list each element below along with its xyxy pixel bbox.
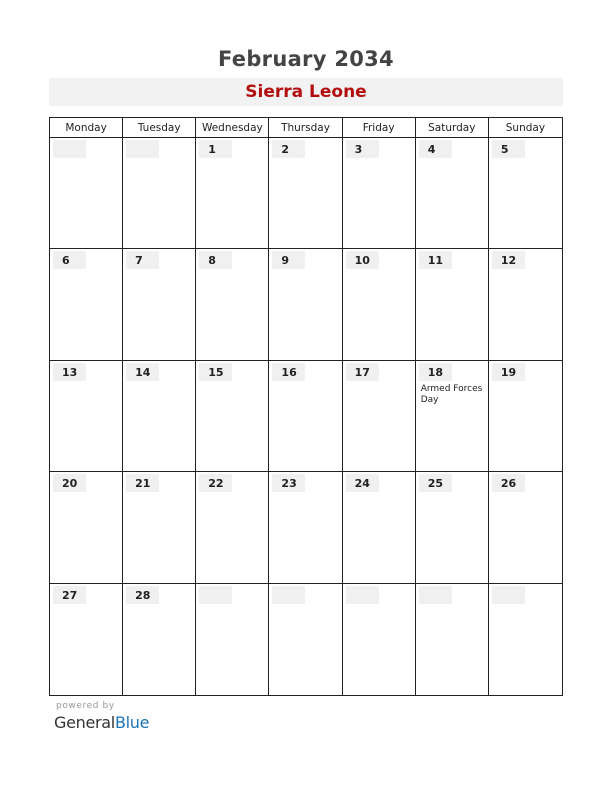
day-cell-1[interactable]	[196, 138, 269, 249]
day-number: 13	[53, 363, 86, 381]
day-number: 25	[419, 474, 452, 492]
day-cell-26[interactable]	[489, 472, 562, 583]
day-cell-11[interactable]	[416, 249, 489, 360]
day-cell-2[interactable]	[269, 138, 342, 249]
day-number: 12	[492, 251, 525, 269]
day-cell-21[interactable]	[123, 472, 196, 583]
empty-day-cell[interactable]	[489, 584, 562, 695]
empty-day-badge	[419, 586, 452, 604]
day-number: 5	[492, 140, 525, 158]
day-cell-25[interactable]	[416, 472, 489, 583]
empty-day-cell[interactable]	[269, 584, 342, 695]
day-number: 18	[419, 363, 452, 381]
empty-day-badge	[346, 586, 379, 604]
day-cell-22[interactable]	[196, 472, 269, 583]
day-cell-19[interactable]	[489, 361, 562, 472]
empty-day-badge	[199, 586, 232, 604]
weekday-header-friday: Friday	[343, 118, 416, 138]
weekday-header-saturday: Saturday	[416, 118, 489, 138]
day-number: 2	[272, 140, 305, 158]
day-cell-13[interactable]	[50, 361, 123, 472]
calendar-grid	[49, 117, 563, 696]
country-banner	[49, 78, 563, 106]
day-cell-3[interactable]	[343, 138, 416, 249]
day-cell-16[interactable]	[269, 361, 342, 472]
day-number: 27	[53, 586, 86, 604]
weekday-header-sunday: Sunday	[489, 118, 562, 138]
day-number: 19	[492, 363, 525, 381]
day-number: 16	[272, 363, 305, 381]
day-number: 15	[199, 363, 232, 381]
day-cell-6[interactable]	[50, 249, 123, 360]
day-number: 6	[53, 251, 86, 269]
page-title: February 2034	[218, 47, 394, 71]
day-number: 22	[199, 474, 232, 492]
day-number: 17	[346, 363, 379, 381]
day-number: 3	[346, 140, 379, 158]
day-cell-14[interactable]	[123, 361, 196, 472]
empty-day-cell[interactable]	[343, 584, 416, 695]
day-number: 20	[53, 474, 86, 492]
empty-day-cell[interactable]	[416, 584, 489, 695]
day-number: 1	[199, 140, 232, 158]
holiday-label: Armed Forces Day	[420, 383, 483, 405]
day-number: 21	[126, 474, 159, 492]
day-cell-27[interactable]	[50, 584, 123, 695]
empty-day-badge	[126, 140, 159, 158]
day-cell-24[interactable]	[343, 472, 416, 583]
weekday-header-tuesday: Tuesday	[123, 118, 196, 138]
country-name: Sierra Leone	[245, 82, 367, 102]
empty-day-cell[interactable]	[123, 138, 196, 249]
powered-by-label: powered by	[56, 701, 115, 711]
day-number: 26	[492, 474, 525, 492]
day-cell-18[interactable]	[416, 361, 489, 472]
day-cell-4[interactable]	[416, 138, 489, 249]
empty-day-badge	[492, 586, 525, 604]
weekday-header-wednesday: Wednesday	[196, 118, 269, 138]
day-cell-12[interactable]	[489, 249, 562, 360]
day-number: 7	[126, 251, 159, 269]
weekday-header-thursday: Thursday	[269, 118, 342, 138]
day-cell-17[interactable]	[343, 361, 416, 472]
day-cell-28[interactable]	[123, 584, 196, 695]
empty-day-badge	[53, 140, 86, 158]
day-number: 14	[126, 363, 159, 381]
day-cell-15[interactable]	[196, 361, 269, 472]
day-number: 8	[199, 251, 232, 269]
brand-blue-text: Blue	[114, 713, 150, 732]
day-number: 28	[126, 586, 159, 604]
day-number: 10	[346, 251, 379, 269]
day-number: 23	[272, 474, 305, 492]
day-cell-23[interactable]	[269, 472, 342, 583]
day-cell-10[interactable]	[343, 249, 416, 360]
brand-general-text: General	[54, 713, 115, 732]
empty-day-cell[interactable]	[196, 584, 269, 695]
day-cell-8[interactable]	[196, 249, 269, 360]
day-cell-9[interactable]	[269, 249, 342, 360]
day-number: 11	[419, 251, 452, 269]
day-number: 24	[346, 474, 379, 492]
day-number: 9	[272, 251, 305, 269]
empty-day-badge	[272, 586, 305, 604]
day-cell-7[interactable]	[123, 249, 196, 360]
generalblue-logo[interactable]	[54, 713, 149, 732]
empty-day-cell[interactable]	[50, 138, 123, 249]
day-cell-20[interactable]	[50, 472, 123, 583]
weekday-header-monday: Monday	[50, 118, 123, 138]
day-number: 4	[419, 140, 452, 158]
day-cell-5[interactable]	[489, 138, 562, 249]
